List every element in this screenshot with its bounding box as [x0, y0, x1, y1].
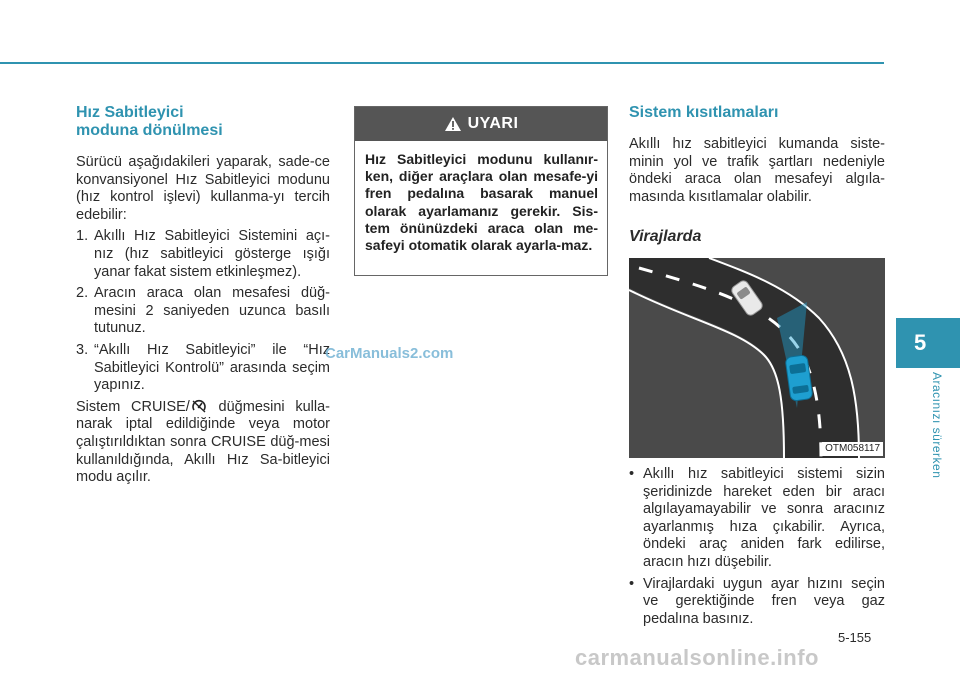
warning-text: Hız Sabitleyici modunu kullanır-ken, diğer araçlara olan mesafe-yi fren pedalına basarak manuel olarak ayarlamanız gerekir. Sis-tem önünüzdeki araca olan me-safeyi otomatik olarak ayarla-maz.	[365, 151, 598, 254]
numbered-item	[76, 285, 330, 338]
watermark-link[interactable]: CarManuals2.com	[325, 345, 454, 362]
figure-label: OTM058117	[822, 442, 883, 456]
right-column	[629, 104, 885, 628]
numbered-item	[76, 228, 330, 281]
item-text: “Akıllı Hız Sabitleyici” ile “Hız Sabitleyici Kontrolü” arasında seçim yapınız.	[94, 341, 330, 394]
item-text: Aracın araca olan mesafesi düğ-mesini 2 saniyeden uzunca basılı tutunuz.	[94, 285, 330, 337]
heading-line-2: moduna dönülmesi	[76, 122, 223, 139]
cruise-control-icon	[191, 399, 207, 413]
item-text: Akıllı Hız Sabitleyici Sistemini açı-nız (hız sabitleyici gösterge ışığı yanar fakat sistem etkinleşmez).	[94, 228, 330, 280]
bullet-text: Akıllı hız sabitleyici sistemi sizin şeridinizde hareket eden bir aracı algılayamayabilir ve sonra aracınız ayarlanmış hıza çıkabilir. Ayrıca, öndeki araç aniden fark edilirse, aracın hızı düşebilir.	[643, 465, 885, 570]
top-rule	[0, 62, 884, 64]
chapter-tab	[896, 318, 960, 368]
outro-text-before: Sistem CRUISE/	[76, 398, 190, 415]
limitations-intro: Akıllı hız sabitleyici kumanda siste-minin yol ve trafik şartları nedeniyle öndeki araca olan mesafeyi algıla-masında kısıtlamalar olabilir.	[629, 136, 885, 205]
warning-title: UYARI	[467, 115, 519, 132]
warning-box	[354, 106, 608, 276]
page-number: 5-155	[838, 630, 872, 645]
chapter-number: 5	[914, 330, 927, 355]
curve-road-graphic	[629, 258, 885, 458]
outro-text-after: düğmesini kulla-narak iptal edildiğinde veya motor çalıştırıldıktan sonra CRUISE düğ-mesi kullanıldığında, Akıllı Hız Sa-bitleyici modu açılır.	[76, 398, 330, 486]
bullet-item	[629, 466, 885, 572]
curve-illustration	[629, 258, 885, 458]
left-column	[76, 104, 330, 491]
outro-paragraph	[76, 399, 330, 487]
section-heading-limitations: Sistem kısıtlamaları	[629, 104, 779, 121]
warning-header	[355, 107, 607, 141]
warning-triangle-icon	[444, 116, 462, 132]
chapter-title: Aracınızı sürerken	[930, 372, 944, 479]
item-number: 2.	[76, 285, 89, 302]
bullet-list	[629, 466, 885, 628]
watermark-bottom: carmanualsonline.info	[575, 645, 819, 670]
bullet-dot: •	[629, 465, 635, 482]
bullet-dot: •	[629, 575, 635, 592]
item-number: 1.	[76, 228, 89, 245]
heading-line-1: Hız Sabitleyici	[76, 104, 184, 121]
intro-paragraph: Sürücü aşağıdakileri yaparak, sade-ce konvansiyonel Hız Sabitleyici modunu (hız kontrol işlevi) kullanma-yı tercih edebilir:	[76, 154, 330, 223]
section-heading-cruise-mode	[76, 104, 330, 140]
bullet-text: Virajlardaki uygun ayar hızını seçin ve gerektiğinde fren veya gaz pedalına basınız.	[643, 575, 885, 627]
numbered-item	[76, 342, 330, 395]
item-number: 3.	[76, 341, 89, 358]
bullet-item	[629, 576, 885, 629]
subheading-curves: Virajlarda	[629, 228, 702, 246]
